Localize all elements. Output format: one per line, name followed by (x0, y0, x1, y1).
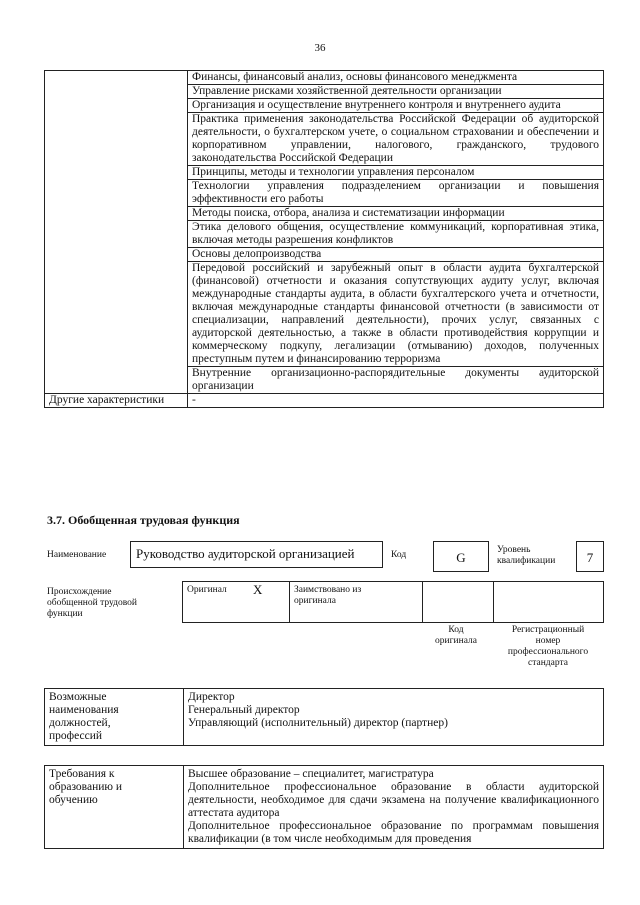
function-name-field: Руководство аудиторской организацией (130, 541, 383, 568)
reg-label-line: номер (535, 636, 561, 646)
positions-label (45, 689, 184, 746)
positions-table (44, 688, 604, 746)
function-code-field: G (433, 541, 489, 572)
position-item: Управляющий (исполнительный) директор (партнер) (188, 717, 448, 729)
education-label-line: обучению (49, 794, 98, 806)
origin-code-cell (423, 582, 494, 623)
knowledge-label-cell (45, 71, 188, 394)
knowledge-item: Финансы, финансовый анализ, основы финансового менеджмента (188, 71, 604, 85)
table-row (45, 766, 604, 849)
origin-label-line: функции (47, 609, 83, 619)
education-label-line: образованию и (49, 781, 122, 793)
origin-code-label-line: оригинала (435, 636, 477, 646)
positions-label-line: должностей, (49, 717, 111, 729)
reg-label-line: профессионального (507, 647, 589, 657)
origin-table (182, 581, 604, 623)
table-row (183, 582, 604, 623)
other-characteristics-label: Другие характеристики (45, 394, 188, 408)
knowledge-item: Технологии управления подразделением организации и повышения эффективности его работы (188, 180, 604, 207)
code-label: Код (391, 550, 407, 560)
page-number: 36 (314, 42, 326, 54)
knowledge-item: Организация и осуществление внутреннего контроля и внутреннего аудита (188, 99, 604, 113)
original-cell: Оригинал (183, 582, 250, 623)
education-values (184, 766, 604, 849)
education-label-line: Требования к (49, 768, 115, 780)
section-heading: 3.7. Обобщенная трудовая функция (47, 513, 240, 527)
education-item: Дополнительное профессиональное образование в области аудиторской деятельности, необходимое для сдачи экзамена на получение квалификационного аттестата аудитора (188, 781, 599, 819)
name-label: Наименование (47, 550, 107, 560)
positions-label-line: наименования (49, 704, 119, 716)
knowledge-item: Основы делопроизводства (188, 248, 604, 262)
education-item: Высшее образование – специалитет, магистратура (188, 768, 434, 780)
registration-number-cell (494, 582, 604, 623)
registration-number-label (492, 625, 604, 669)
origin-code-label (418, 625, 494, 647)
borrowed-label-line: оригинала (294, 596, 336, 606)
level-label-line: Уровень (497, 545, 531, 555)
position-item: Директор (188, 691, 235, 703)
level-label-line: квалификации (497, 556, 556, 566)
table-row (45, 71, 604, 85)
positions-label-line: профессий (49, 730, 103, 742)
origin-label (47, 587, 137, 620)
knowledge-item: Внутренние организационно-распорядительные документы аудиторской организации (188, 367, 604, 394)
education-table (44, 765, 604, 849)
borrowed-cell (290, 582, 423, 623)
origin-label-line: обобщенной трудовой (47, 598, 137, 608)
origin-label-line: Происхождение (47, 587, 112, 597)
original-mark: X (249, 582, 290, 623)
knowledge-item: Этика делового общения, осуществление коммуникаций, корпоративная этика, включая методы разрешения конфликтов (188, 221, 604, 248)
position-item: Генеральный директор (188, 704, 300, 716)
table-row (45, 394, 604, 408)
other-characteristics-value: - (188, 394, 604, 408)
education-label (45, 766, 184, 849)
origin-code-label-line: Код (448, 625, 464, 635)
reg-label-line: Регистрационный (511, 625, 585, 635)
qualification-level-field: 7 (576, 541, 604, 572)
knowledge-item: Управление рисками хозяйственной деятельности организации (188, 85, 604, 99)
table-row (45, 689, 604, 746)
positions-values (184, 689, 604, 746)
knowledge-item: Передовой российский и зарубежный опыт в области аудита бухгалтерской (финансовой) отчетности и оказания сопутствующих аудиту услуг, включая международные стандарты аудита, в области бухгалтерского учета и отчетности, включая международные стандарты финансовой отчетности (в зависимости от специализации, направлений деятельности), прочих услуг, связанных с аудиторской деятельностью, а также в области противодействия коррупции и коммерческому подкупу, легализации (отмыванию) доходов, полученных преступным путем и финансированию терроризма (188, 262, 604, 367)
education-item: Дополнительное профессиональное образование по программам повышения квалификации (в том числе необходимым для проведения (188, 820, 599, 845)
knowledge-item: Практика применения законодательства Российской Федерации об аудиторской деятельности, о бухгалтерском учете, о социальном страховании и обеспечении и корпоративном управлении, налогового, гражданского, трудового законодательства Российской Федерации (188, 113, 604, 166)
borrowed-label-line: Заимствовано из (294, 585, 362, 595)
reg-label-line: стандарта (528, 658, 568, 668)
knowledge-item: Принципы, методы и технологии управления персоналом (188, 166, 604, 180)
knowledge-item: Методы поиска, отбора, анализа и систематизации информации (188, 207, 604, 221)
level-label (497, 545, 555, 567)
knowledge-table (44, 70, 604, 408)
positions-label-line: Возможные (49, 691, 107, 703)
